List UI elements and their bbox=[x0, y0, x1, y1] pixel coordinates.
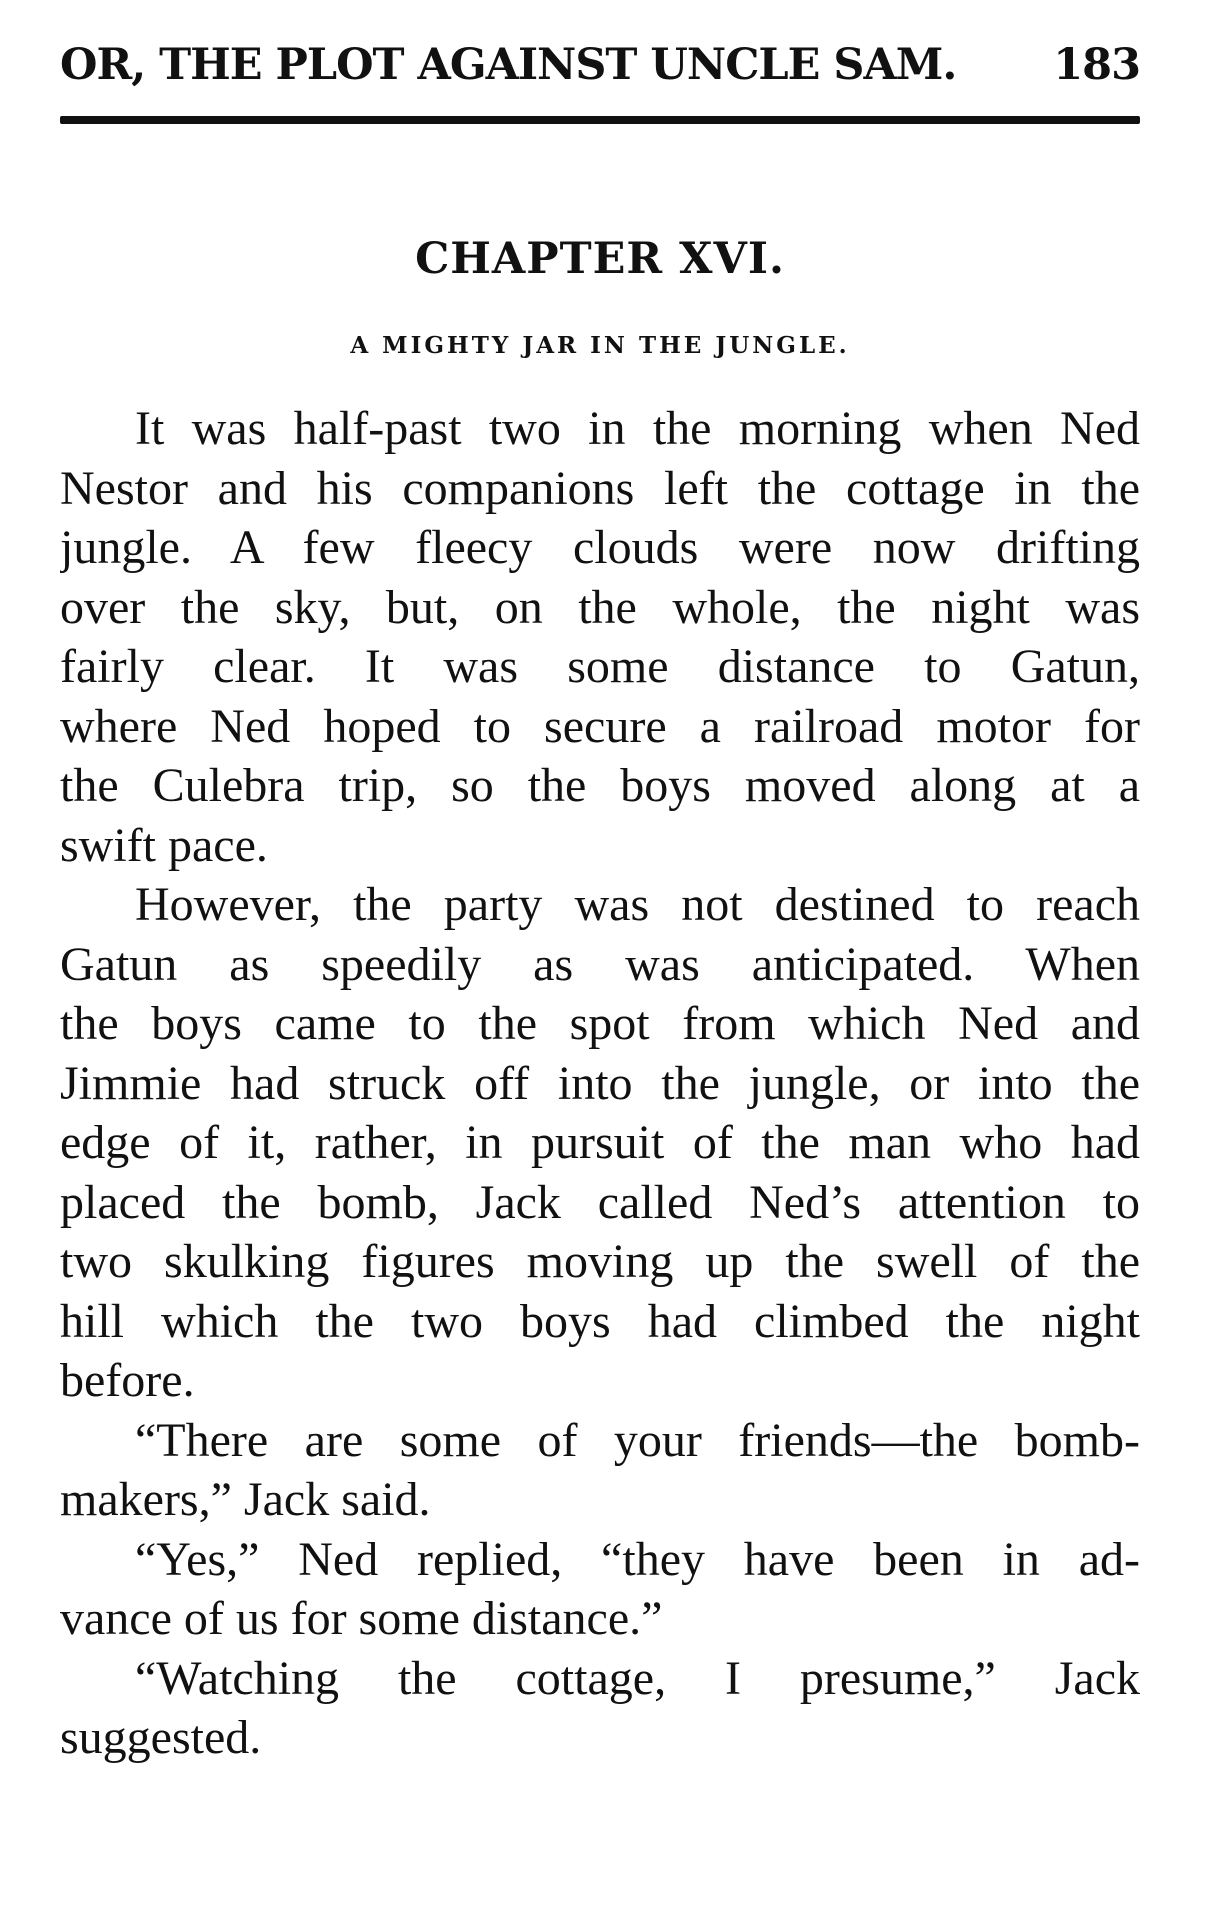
text-line: hill which the two boys had climbed the night bbox=[60, 1294, 1140, 1348]
paragraph bbox=[60, 875, 1140, 1411]
paragraph bbox=[60, 399, 1140, 875]
body-text bbox=[60, 399, 1140, 1768]
chapter-subtitle: A MIGHTY JAR IN THE JUNGLE. bbox=[350, 332, 850, 359]
text-line: jungle. A few fleecy clouds were now drifting bbox=[60, 521, 1140, 574]
text-line: edge of it, rather, in pursuit of the man who had bbox=[60, 1116, 1140, 1169]
text-line: It was half-past two in the morning when Ned bbox=[135, 402, 1140, 455]
text-line: vance of us for some distance.” bbox=[60, 1592, 663, 1645]
text-line: “Yes,” Ned replied, “they have been in ad- bbox=[135, 1532, 1140, 1586]
text-line: makers,” Jack said. bbox=[60, 1473, 431, 1526]
chapter-title: CHAPTER XVI. bbox=[415, 234, 785, 284]
text-line: “Watching the cottage, I presume,” Jack bbox=[135, 1651, 1140, 1705]
text-line: the boys came to the spot from which Ned and bbox=[60, 997, 1140, 1050]
text-line: However, the party was not destined to reach bbox=[135, 878, 1140, 931]
text-line: swift pace. bbox=[60, 818, 268, 872]
text-line: Jimmie had struck off into the jungle, or into the bbox=[60, 1056, 1140, 1110]
text-line: before. bbox=[60, 1354, 195, 1407]
text-line: “There are some of your friends—the bomb- bbox=[135, 1413, 1140, 1467]
header-rule bbox=[60, 116, 1140, 124]
text-line: where Ned hoped to secure a railroad motor for bbox=[60, 699, 1140, 753]
text-line: placed the bomb, Jack called Ned’s attention to bbox=[60, 1175, 1140, 1229]
text-line: Nestor and his companions left the cottage in the bbox=[60, 461, 1140, 515]
page-number: 183 bbox=[1053, 40, 1140, 90]
text-line: Gatun as speedily as was anticipated. When bbox=[60, 937, 1140, 991]
text-line: the Culebra trip, so the boys moved along at a bbox=[60, 759, 1140, 812]
text-line: two skulking figures moving up the swell of the bbox=[60, 1235, 1140, 1288]
text-line: suggested. bbox=[60, 1711, 262, 1764]
running-head bbox=[60, 40, 1140, 110]
paragraph bbox=[60, 1411, 1140, 1530]
text-line: fairly clear. It was some distance to Gatun, bbox=[60, 640, 1140, 693]
paragraph bbox=[60, 1649, 1140, 1768]
paragraph bbox=[60, 1530, 1140, 1649]
book-page bbox=[60, 40, 1140, 1890]
text-line: over the sky, but, on the whole, the night was bbox=[60, 580, 1140, 634]
running-title: OR, THE PLOT AGAINST UNCLE SAM. bbox=[60, 40, 957, 90]
